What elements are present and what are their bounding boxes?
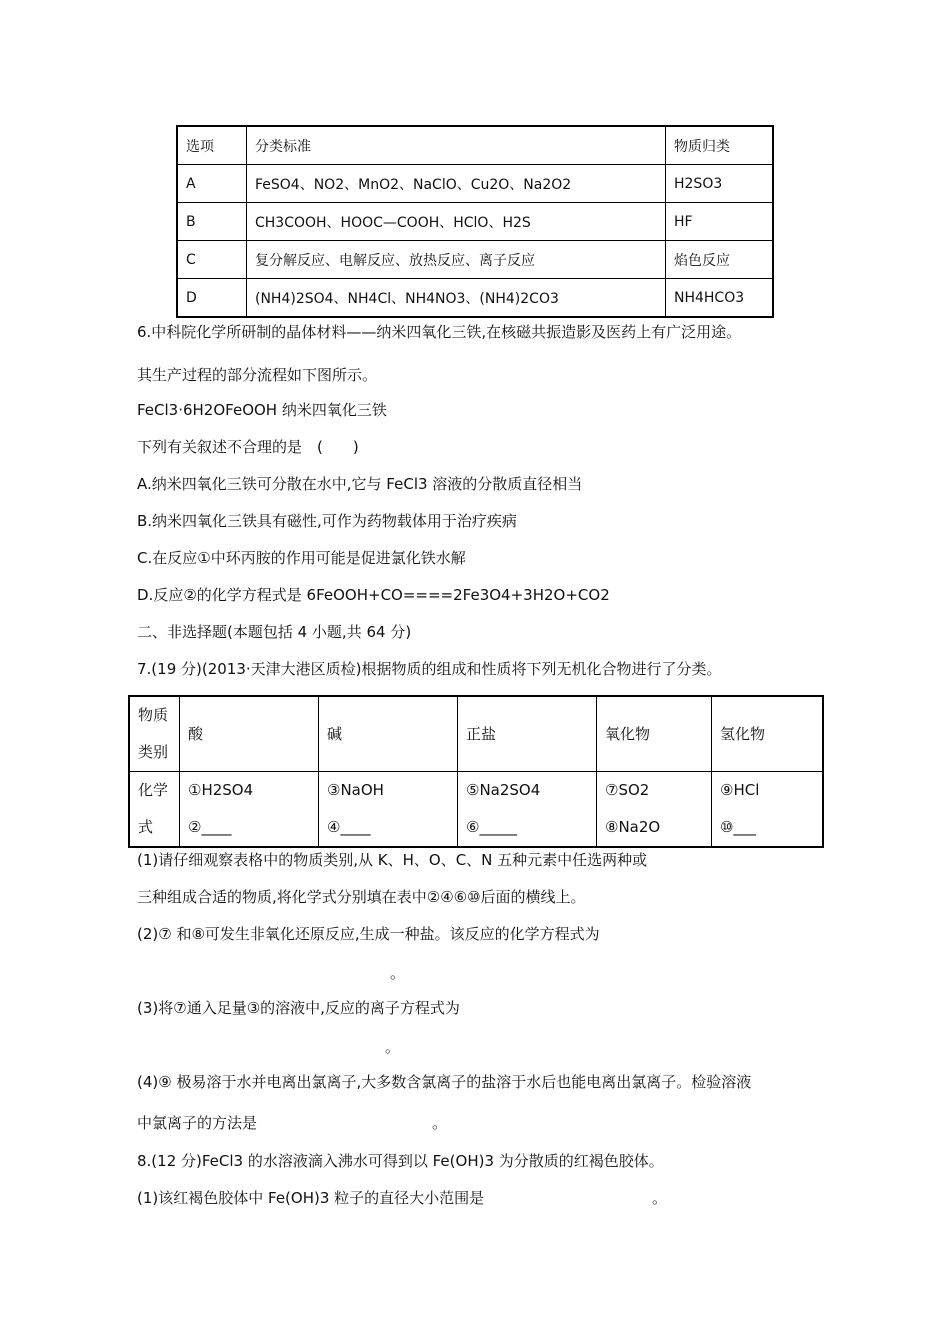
table-cell: (NH4)2SO4、NH4Cl、NH4NO3、(NH4)2CO3: [247, 279, 666, 318]
formula-blank: ⑩___: [720, 818, 756, 836]
formula-blank: ④____: [327, 818, 371, 836]
table-cell: CH3COOH、HOOC—COOH、HClO、H2S: [247, 203, 666, 241]
table-header-cell: 选项: [177, 126, 247, 165]
question-8-stem: 8.(12 分)FeCl3 的水溶液滴入沸水可得到以 Fe(OH)3 为分散质的红褐色胶体。: [137, 1152, 664, 1170]
table-cell: H2SO3: [666, 165, 774, 203]
table-cell: 焰色反应: [666, 241, 774, 279]
table-header-cell: 分类标准: [247, 126, 666, 165]
formula-entry: ③NaOH: [327, 781, 384, 799]
row-label-line: 化学: [138, 781, 169, 799]
formula-blank: ②____: [188, 818, 232, 836]
table-cell: [319, 772, 458, 848]
table-cell: 氧化物: [597, 696, 712, 772]
subquestion-2: (2)⑦ 和⑧可发生非氧化还原反应,生成一种盐。该反应的化学方程式为: [137, 925, 600, 943]
answer-end-mark: 。: [652, 1189, 668, 1207]
table-cell: HF: [666, 203, 774, 241]
subquestion-3: (3)将⑦通入足量③的溶液中,反应的离子方程式为: [137, 999, 460, 1017]
section-heading: 二、非选择题(本题包括 4 小题,共 64 分): [137, 623, 412, 641]
table-row: [129, 772, 823, 848]
formula-entry: ⑦SO2: [605, 781, 650, 799]
option-b: B.纳米四氧化三铁具有磁性,可作为药物载体用于治疗疾病: [137, 512, 517, 530]
subquestion-4-cont: 中氯离子的方法是: [137, 1114, 258, 1132]
subquestion-4: (4)⑨ 极易溶于水并电离出氯离子,大多数含氯离子的盐溶于水后也能电离出氯离子。检验溶液: [137, 1073, 752, 1091]
table-cell: A: [177, 165, 247, 203]
formula-entry: ⑨HCl: [720, 781, 760, 799]
process-flow-text: FeCl3·6H2OFeOOH 纳米四氧化三铁: [137, 401, 387, 419]
question-6-stem-cont: 其生产过程的部分流程如下图所示。: [137, 366, 378, 384]
table-header-row: [177, 126, 773, 165]
subquestion-1-cont: 三种组成合适的物质,将化学式分别填在表中②④⑥⑩后面的横线上。: [137, 888, 586, 906]
table-cell: FeSO4、NO2、MnO2、NaClO、Cu2O、Na2O2: [247, 165, 666, 203]
table-row: [177, 165, 773, 203]
answer-end-mark: 。: [385, 1038, 401, 1056]
row-label-cell: [129, 772, 180, 848]
classification-table: [176, 125, 774, 318]
row-label-line: 式: [138, 818, 154, 836]
question-8-sub-1: (1)该红褐色胶体中 Fe(OH)3 粒子的直径大小范围是: [137, 1189, 485, 1207]
row-label-line: 类别: [138, 743, 169, 761]
table-cell: 正盐: [458, 696, 597, 772]
formula-entry: ⑤Na2SO4: [466, 781, 541, 799]
row-label-line: 物质: [138, 706, 169, 724]
table-header-cell: 物质归类: [666, 126, 774, 165]
subquestion-1: (1)请仔细观察表格中的物质类别,从 K、H、O、C、N 五种元素中任选两种或: [137, 851, 648, 869]
answer-end-mark: 。: [390, 964, 406, 982]
table-cell: 碱: [319, 696, 458, 772]
table-cell: [458, 772, 597, 848]
table-cell: NH4HCO3: [666, 279, 774, 318]
question-7-stem: 7.(19 分)(2013·天津大港区质检)根据物质的组成和性质将下列无机化合物进行了分类。: [137, 660, 722, 678]
formula-blank: ⑥_____: [466, 818, 517, 836]
question-6-stem: 6.中科院化学所研制的晶体材料——纳米四氧化三铁,在核磁共振造影及医药上有广泛用途。: [137, 323, 742, 341]
table-cell: 复分解反应、电解反应、放热反应、离子反应: [247, 241, 666, 279]
table-cell: D: [177, 279, 247, 318]
compound-table: [128, 695, 824, 848]
table-cell: 酸: [180, 696, 319, 772]
table-row: [129, 696, 823, 772]
table-cell: [180, 772, 319, 848]
option-d: D.反应②的化学方程式是 6FeOOH+CO====2Fe3O4+3H2O+CO2: [137, 586, 610, 604]
question-6-prompt: 下列有关叙述不合理的是 ( ): [137, 438, 359, 456]
formula-entry: ①H2SO4: [188, 781, 254, 799]
answer-end-mark: 。: [432, 1114, 448, 1132]
formula-entry: ⑧Na2O: [605, 818, 661, 836]
table-row: [177, 279, 773, 318]
table-row: [177, 203, 773, 241]
option-c: C.在反应①中环丙胺的作用可能是促进氯化铁水解: [137, 549, 466, 567]
row-label-cell: [129, 696, 180, 772]
table-cell: B: [177, 203, 247, 241]
table-cell: 氢化物: [712, 696, 824, 772]
option-a: A.纳米四氧化三铁可分散在水中,它与 FeCl3 溶液的分散质直径相当: [137, 475, 583, 493]
table-cell: [712, 772, 824, 848]
table-cell: C: [177, 241, 247, 279]
table-cell: [597, 772, 712, 848]
table-row: [177, 241, 773, 279]
